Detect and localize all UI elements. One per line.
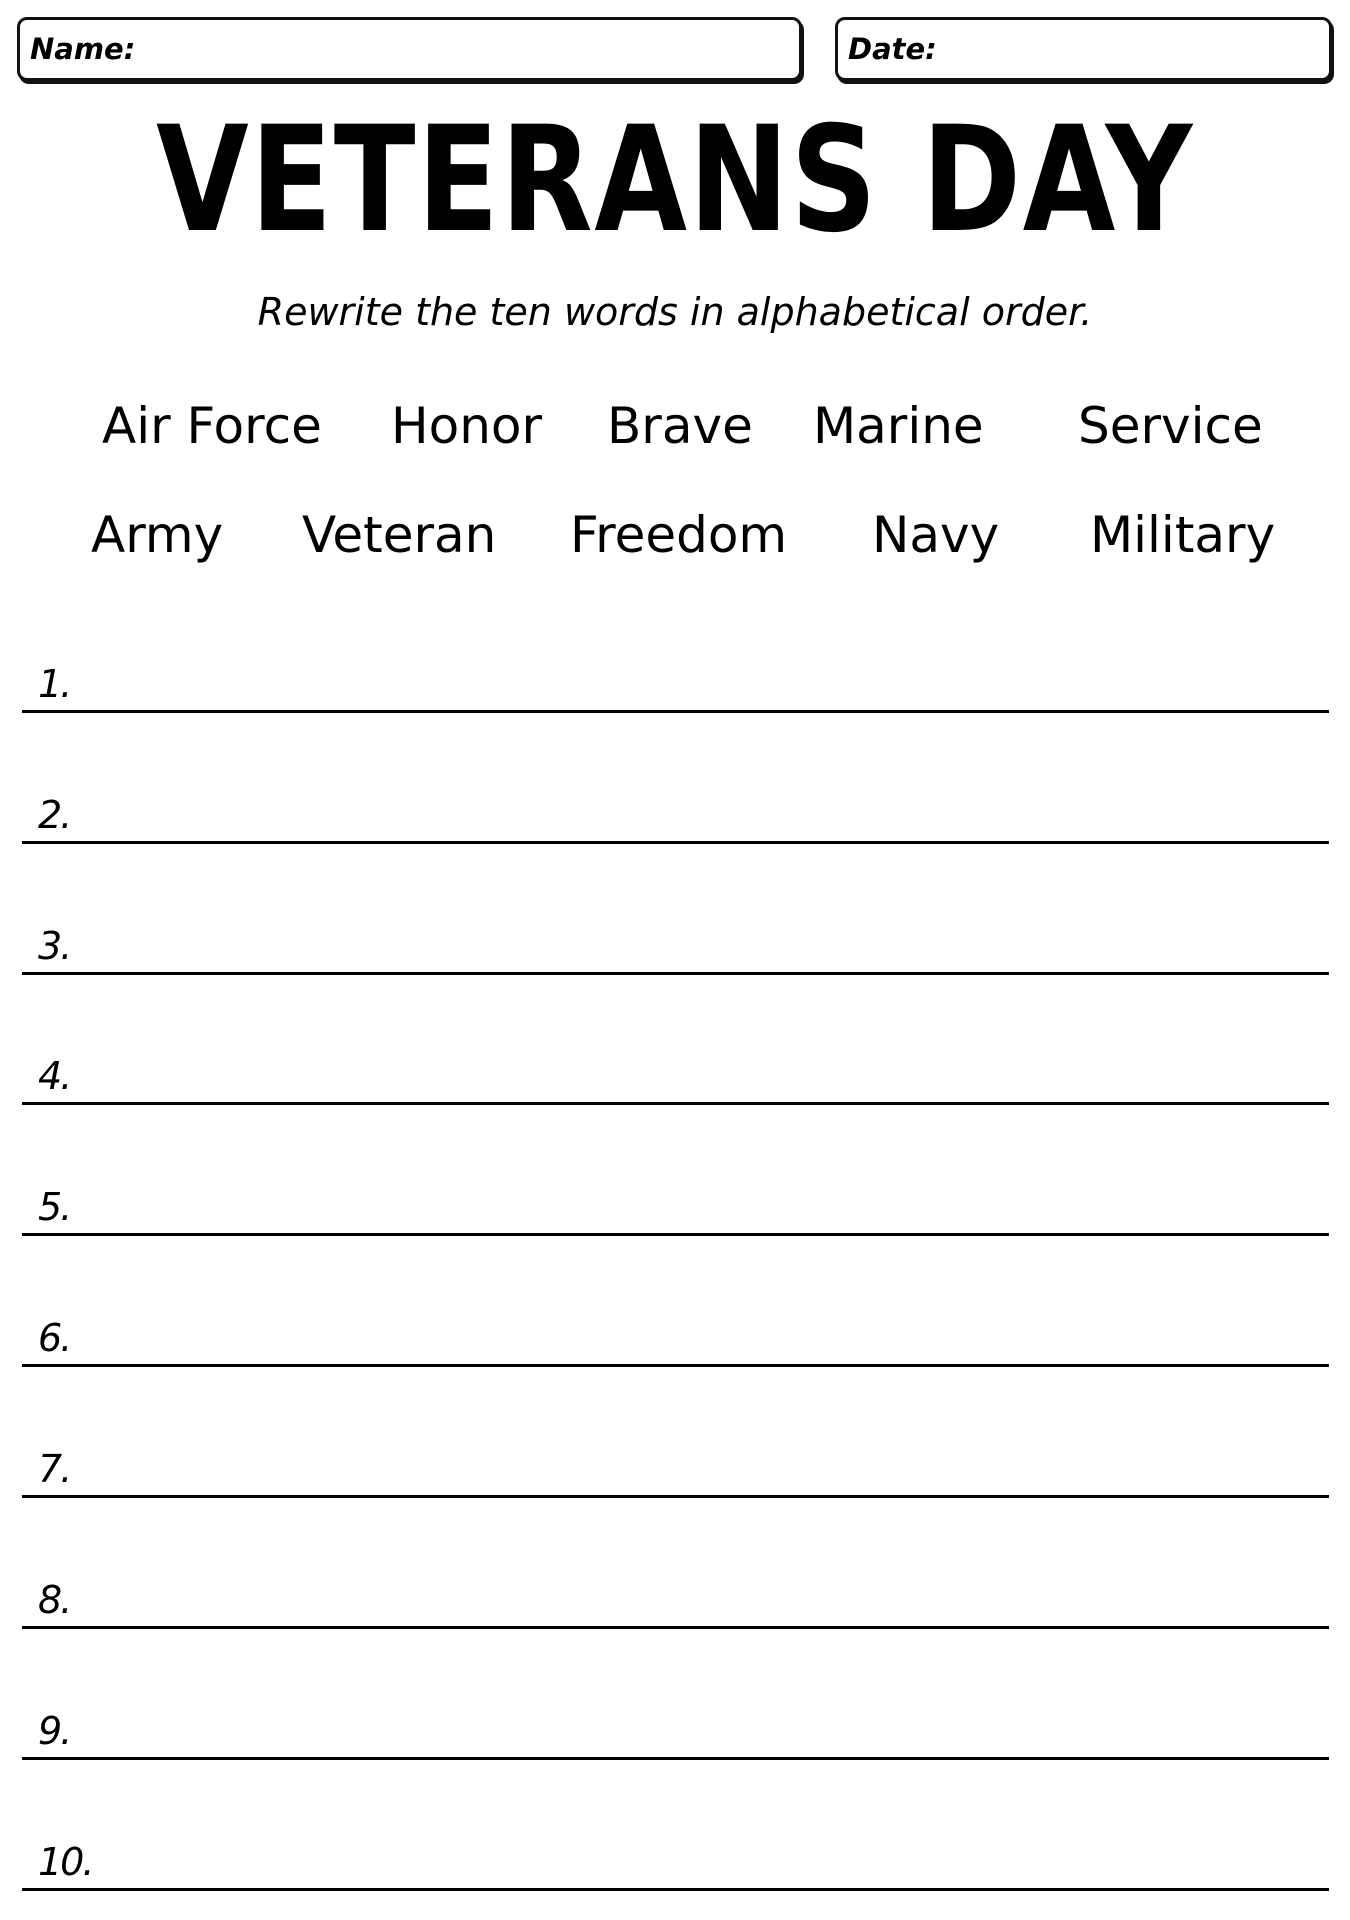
answer-line[interactable] — [22, 1569, 1329, 1629]
answer-line[interactable] — [22, 1438, 1329, 1498]
answer-line[interactable] — [22, 1176, 1329, 1236]
word-bank-item: Air Force — [102, 397, 322, 455]
word-bank-item: Honor — [391, 397, 543, 455]
name-field[interactable] — [17, 17, 802, 81]
word-bank-item: Brave — [607, 397, 753, 455]
answer-line[interactable] — [22, 784, 1329, 844]
word-bank-item: Navy — [872, 506, 1000, 564]
answer-number: 8. — [38, 1578, 71, 1622]
answer-number: 3. — [38, 924, 71, 968]
answer-line[interactable] — [22, 653, 1329, 713]
answer-line[interactable] — [22, 1045, 1329, 1105]
answer-line[interactable] — [22, 1831, 1329, 1891]
date-field[interactable] — [835, 17, 1332, 81]
instruction-text: Rewrite the ten words in alphabetical order. — [257, 290, 1093, 334]
answer-number: 6. — [38, 1316, 71, 1360]
name-label: Name: — [30, 32, 136, 66]
date-label: Date: — [848, 32, 937, 66]
word-bank-item: Veteran — [302, 506, 497, 564]
word-bank-item: Service — [1078, 397, 1263, 455]
word-bank-item: Marine — [813, 397, 984, 455]
answer-line[interactable] — [22, 1307, 1329, 1367]
answer-number: 9. — [38, 1709, 71, 1753]
answer-number: 10. — [38, 1840, 93, 1884]
answer-line[interactable] — [22, 915, 1329, 975]
answer-number: 7. — [38, 1447, 71, 1491]
word-bank-item: Freedom — [570, 506, 788, 564]
word-bank-item: Army — [91, 506, 224, 564]
answer-line[interactable] — [22, 1700, 1329, 1760]
word-bank-item: Military — [1090, 506, 1276, 564]
answer-number: 2. — [38, 793, 71, 837]
answer-number: 5. — [38, 1185, 71, 1229]
worksheet-title: VETERANS DAY — [156, 95, 1194, 265]
answer-number: 4. — [38, 1054, 71, 1098]
answer-number: 1. — [38, 662, 71, 706]
